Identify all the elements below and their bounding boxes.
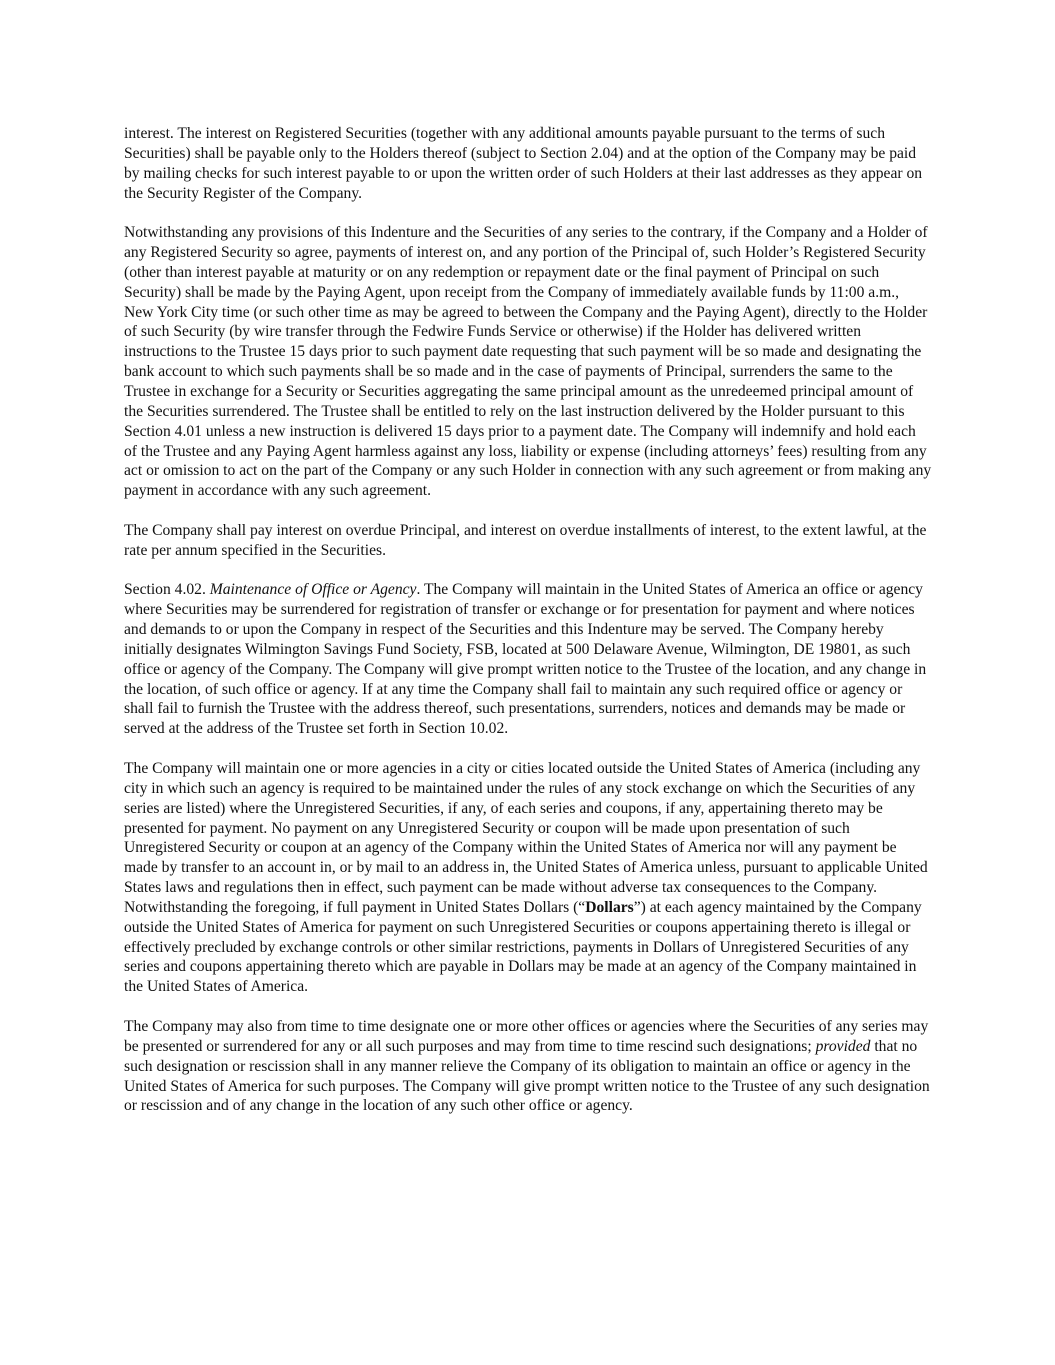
document-page (124, 124, 932, 1116)
paragraph-text-part: that no such designation or rescission shall in any manner relieve the Company of its obligation to maintain an office or agency in the United States of America for such purposes. The Company will give prompt written notice to the Trustee of any such designation or rescission and of any change in the location of any such other office or agency. (124, 1037, 930, 1115)
defined-term-dollars: Dollars (585, 898, 634, 916)
section-heading: Maintenance of Office or Agency (209, 581, 417, 599)
paragraph-interest-payment: interest. The interest on Registered Securities (together with any additional amounts payable pursuant to the terms of such Securities) shall be payable only to the Holders thereof (subject to Section 2.04) and at the option of the Company may be paid by mailing checks for such interest payable to or upon the written order of such Holders at their last addresses as they appear on the Security Register of the Company. (124, 125, 923, 202)
paragraph-foreign-agencies (124, 759, 932, 997)
paragraph-section-4-02 (124, 580, 932, 739)
section-body: . The Company will maintain in the United States of America an office or agency where Securities may be surrendered for registration of transfer or exchange or for presentation for payment and where notices and demands to or upon the Company in respect of the Securities and this Indenture may be served. The Company hereby initially designates Wilmington Savings Fund Society, FSB, located at 500 Delaware Avenue, Wilmington, DE 19801, as such office or agency of the Company. The Company will give prompt written notice to the Trustee of the location, and any change in the location, of such office or agency. If at any time the Company shall fail to maintain any such required office or agency or shall fail to furnish the Trustee with the address thereof, such presentations, surrenders, notices and demands may be made or served at the address of the Trustee set forth in Section 10.02. (124, 581, 927, 738)
section-number: Section 4.02. (124, 581, 210, 599)
paragraph-wire-transfer-payments: Notwithstanding any provisions of this Indenture and the Securities of any series to the contrary, if the Company and a Holder of any Registered Security so agree, payments of interest on, and any portion of the Principal of, such Holder’s Registered Security (other than interest payable at maturity or on any redemption or repayment date or the final payment of Principal on such Security) shall be made by the Paying Agent, upon receipt from the Company of immediately available funds by 11:00 a.m., New York City time (or such other time as may be agreed to between the Company and the Paying Agent), directly to the Holder of such Security (by wire transfer through the Fedwire Funds Service or otherwise) if the Holder has delivered written instructions to the Trustee 15 days prior to such payment date requesting that such payment will be so made and designating the bank account to which such payments shall be so made and in the case of payments of Principal, surrenders the same to the Trustee in exchange for a Security or Securities aggregating the same principal amount as the unredeemed principal amount of the Securities surrendered. The Trustee shall be entitled to rely on the last instruction delivered by the Holder pursuant to this Section 4.01 unless a new instruction is delivered 15 days prior to a payment date. The Company will indemnify and hold each of the Trustee and any Paying Agent harmless against any loss, liability or expense (including attorneys’ fees) resulting from any act or omission to act on the part of the Company or any such Holder in connection with any such agreement or from making any payment in accordance with any such agreement. (124, 224, 932, 500)
paragraph-other-offices (124, 1017, 932, 1116)
paragraph-text-part: The Company may also from time to time designate one or more other offices or agencies where the Securities of any series may be presented or surrendered for any or all such purposes and may from time to time rescind such designations; (124, 1017, 929, 1055)
paragraph-text-part: The Company will maintain one or more agencies in a city or cities located outside the United States of America (including any city in which such an agency is required to be maintained under the rules of any stock exchange on which the Securities of any series are listed) where the Unregistered Securities, if any, of each series and coupons, if any, appertaining thereto may be presented for payment. No payment on any Unregistered Security or coupon will be made upon presentation of such Unregistered Security or coupon at an agency of the Company within the United States of America nor will any payment be made by transfer to an account in, or by mail to an address in, the United States of America unless, pursuant to applicable United States laws and regulations then in effect, such payment can be made without adverse tax consequences to the Company. Notwithstanding the foregoing, if full payment in United States Dollars (“ (124, 760, 928, 916)
proviso-term: provided (815, 1037, 871, 1055)
paragraph-text-part: ”) at each agency maintained by the Company outside the United States of America for payment on such Unregistered Securities or coupons appertaining thereto is illegal or effectively precluded by exchange controls or other similar restrictions, payments in Dollars of Unregistered Securities of any series and coupons appertaining thereto which are payable in Dollars may be made at an agency of the Company maintained in the United States of America. (124, 898, 922, 996)
paragraph-overdue-interest: The Company shall pay interest on overdue Principal, and interest on overdue installments of interest, to the extent lawful, at the rate per annum specified in the Securities. (124, 521, 927, 559)
